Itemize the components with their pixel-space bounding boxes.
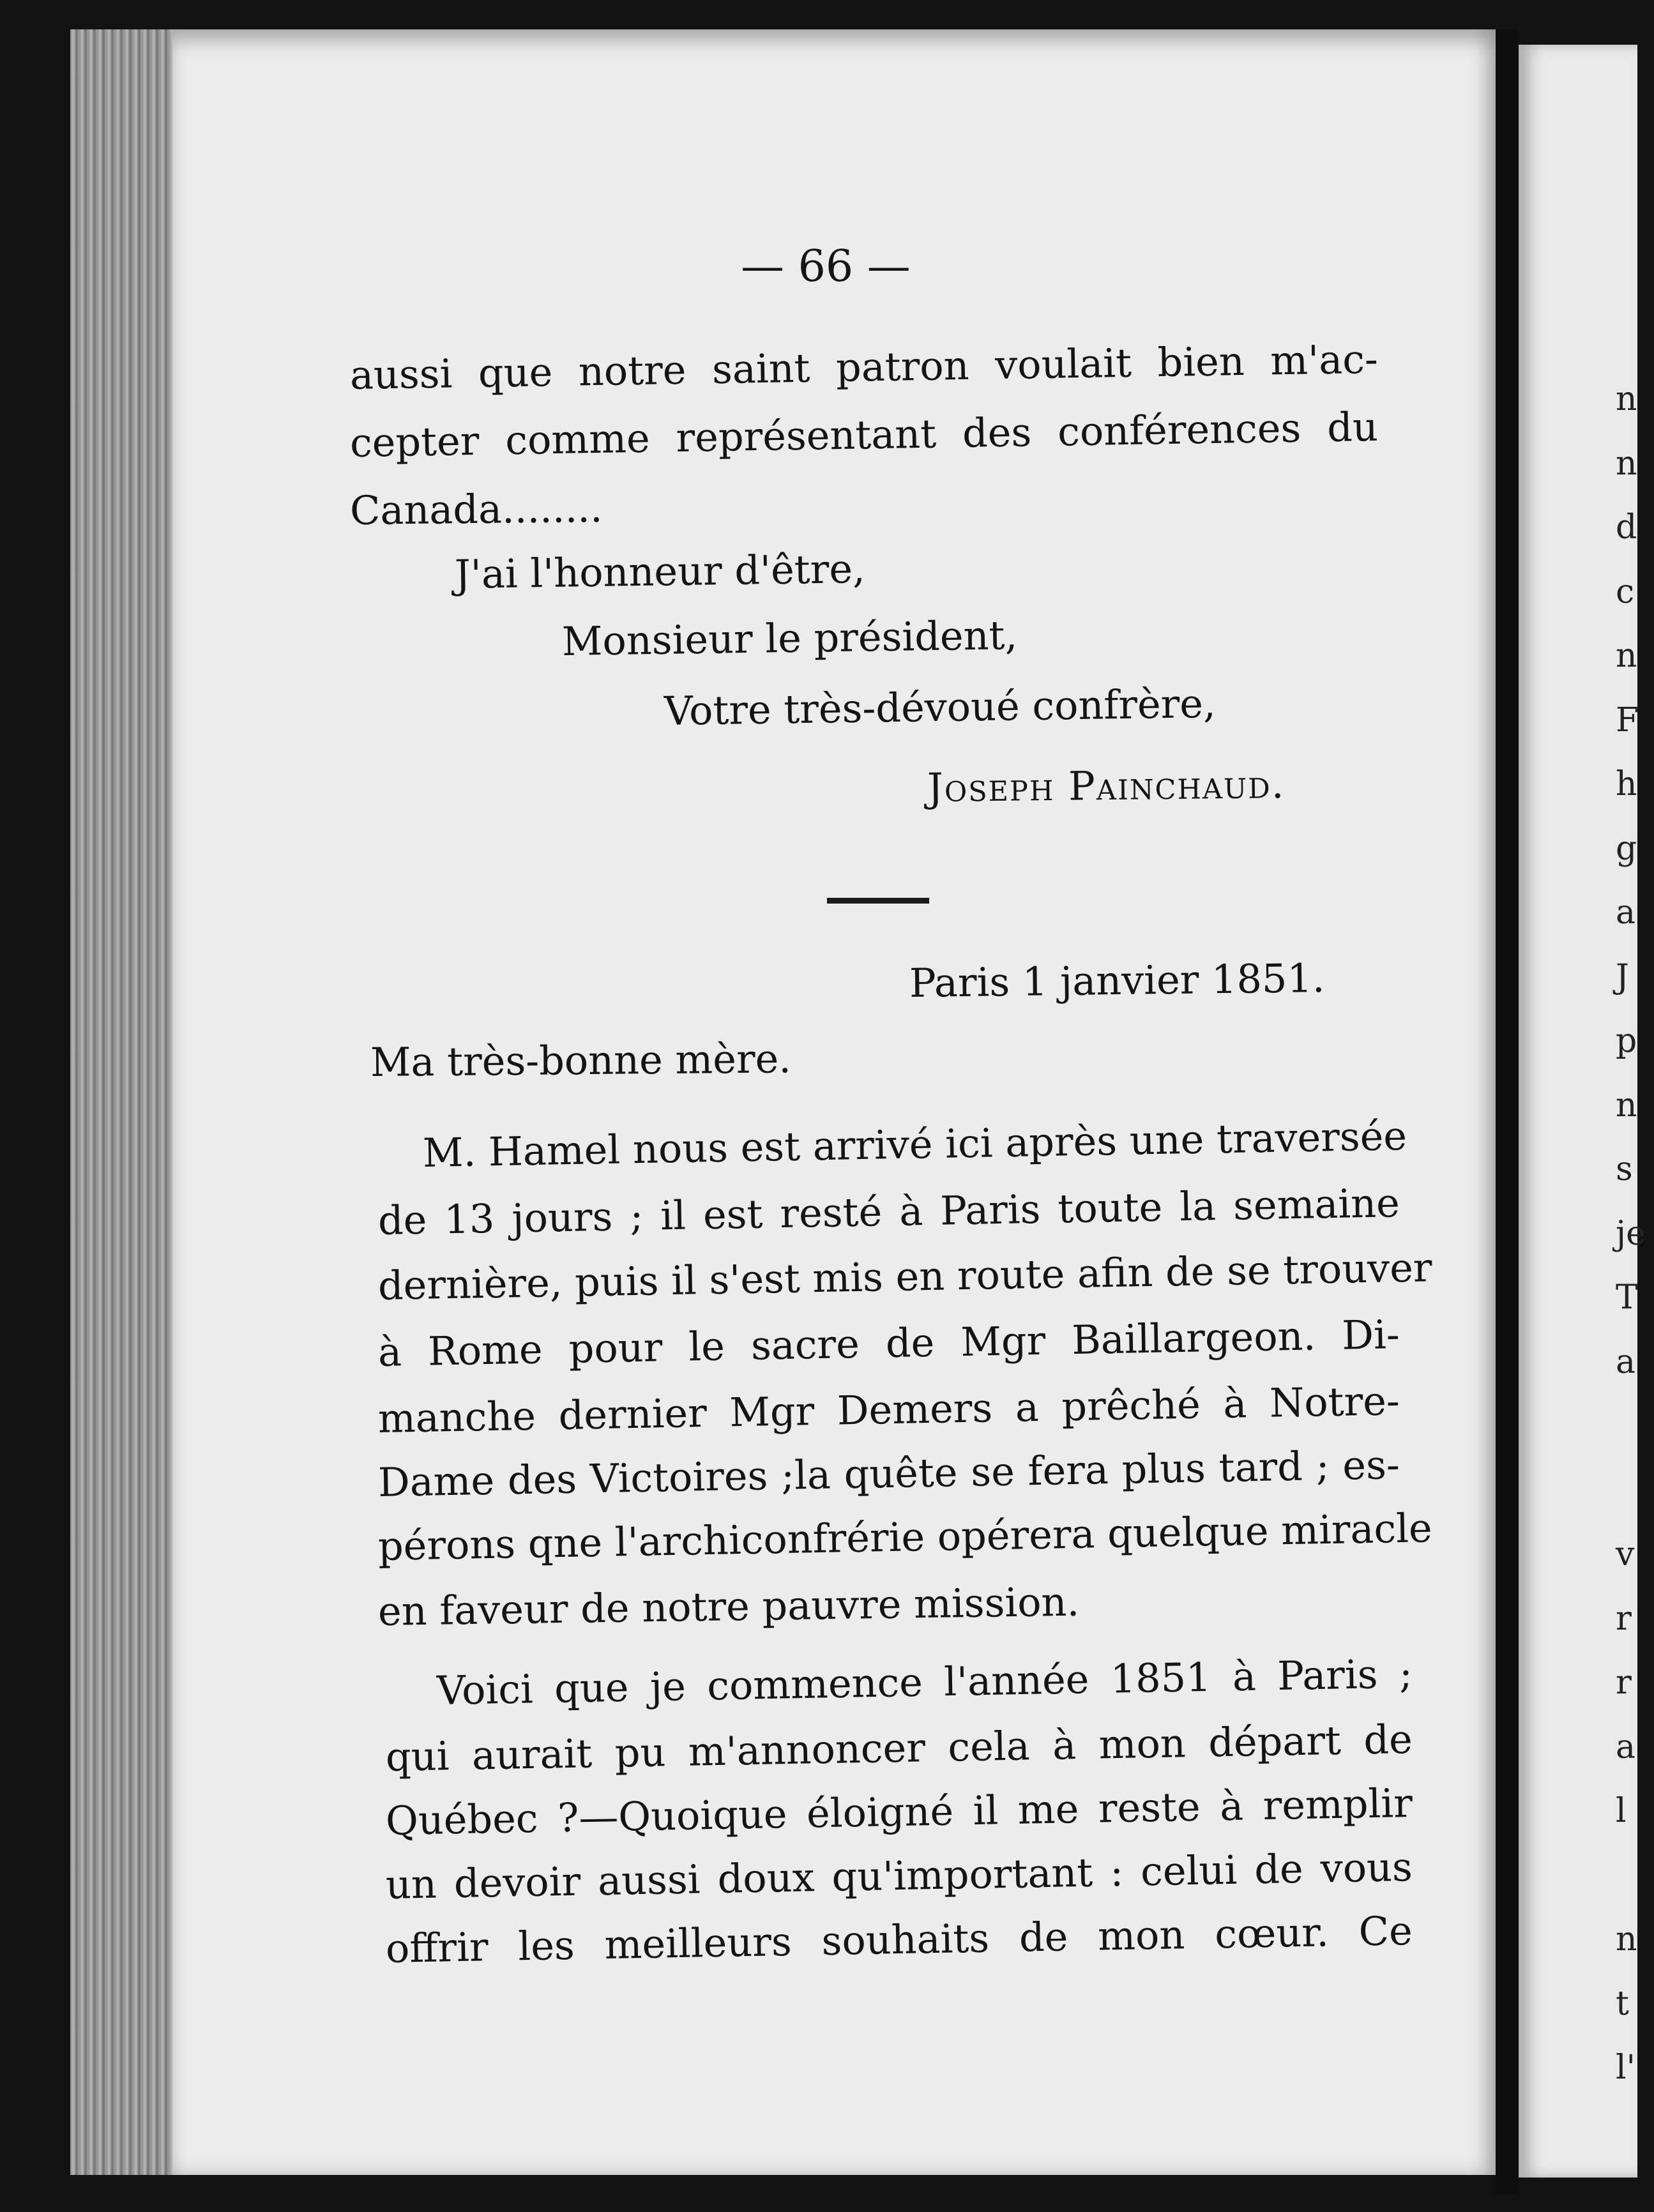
text-line: Dame des Victoires ;la quête se fera plus tard ; es-: [377, 1441, 1400, 1506]
adjacent-page-letter: h: [1616, 765, 1637, 803]
text-line: pérons qne l'archiconfrérie opérera quelque miracle: [377, 1504, 1433, 1570]
adjacent-page-letter: je: [1616, 1214, 1646, 1253]
text-line: manche dernier Mgr Demers a prêché à Notre-: [377, 1377, 1400, 1442]
text-line: aussi que notre saint patron voulait bien m'ac-: [349, 335, 1379, 398]
adjacent-page-letter: a: [1616, 1727, 1636, 1766]
adjacent-page-letter: J: [1616, 957, 1629, 996]
adjacent-page-letter: r: [1616, 1599, 1632, 1638]
adjacent-page-letter: a: [1616, 1342, 1636, 1381]
page-number: — 66 —: [741, 241, 911, 292]
adjacent-page-letter: n: [1616, 380, 1637, 418]
text-line: Québec ?—Quoique éloigné il me reste à remplir: [385, 1779, 1413, 1844]
dateline: Paris 1 janvier 1851.: [909, 955, 1325, 1006]
adjacent-page-letter: a: [1616, 893, 1636, 932]
salutation: Ma très-bonne mère.: [370, 1035, 792, 1086]
adjacent-page-letter: F: [1616, 701, 1639, 739]
adjacent-page-letter: g: [1616, 829, 1637, 868]
text-line: offrir les meilleurs souhaits de mon cœur. Ce: [385, 1907, 1413, 1972]
adjacent-page-letter: n: [1616, 1920, 1637, 1958]
adjacent-page-letter: l': [1616, 2049, 1635, 2087]
text-line: M. Hamel nous est arrivé ici après une traversée: [422, 1112, 1407, 1176]
text-line: un devoir aussi doux qu'important : celui de vous: [385, 1843, 1413, 1908]
signature: Joseph Painchaud.: [927, 761, 1286, 811]
section-rule: [827, 898, 929, 904]
text-line: à Rome pour le sacre de Mgr Baillargeon. Di-: [377, 1311, 1400, 1375]
adjacent-page-letter: l: [1616, 1792, 1627, 1830]
closing-formula: J'ai l'honneur d'être,: [454, 545, 866, 598]
adjacent-page-letter: p: [1616, 1022, 1637, 1060]
text-line: dernière, puis il s'est mis en route afin de se trouver: [377, 1244, 1433, 1309]
text-line: de 13 jours ; il est resté à Paris toute la semaine: [377, 1179, 1400, 1244]
text-line: cepter comme représentant des conférences du: [349, 403, 1379, 466]
adjacent-page-letter: T: [1616, 1278, 1638, 1317]
adjacent-page-letter: c: [1616, 572, 1635, 611]
adjacent-page-letter: v: [1616, 1535, 1635, 1573]
closing-formula: Monsieur le président,: [561, 612, 1018, 665]
text-line: Voici que je commence l'année 1851 à Paris ;: [436, 1650, 1413, 1714]
text-line: Canada........: [349, 484, 603, 534]
adjacent-page-letter: d: [1616, 508, 1637, 547]
adjacent-page-letter: n: [1616, 637, 1637, 675]
text-line: en faveur de notre pauvre mission.: [377, 1578, 1080, 1635]
text-line: qui aurait pu m'annoncer cela à mon départ de: [385, 1715, 1413, 1780]
adjacent-page-letter: r: [1616, 1663, 1632, 1702]
adjacent-page-letter: n: [1616, 444, 1637, 483]
adjacent-page-letter: t: [1616, 1984, 1629, 2023]
adjacent-page-letter: s: [1616, 1150, 1633, 1188]
adjacent-page-letter: n: [1616, 1086, 1637, 1125]
closing-formula: Votre très-dévoué confrère,: [664, 679, 1217, 734]
